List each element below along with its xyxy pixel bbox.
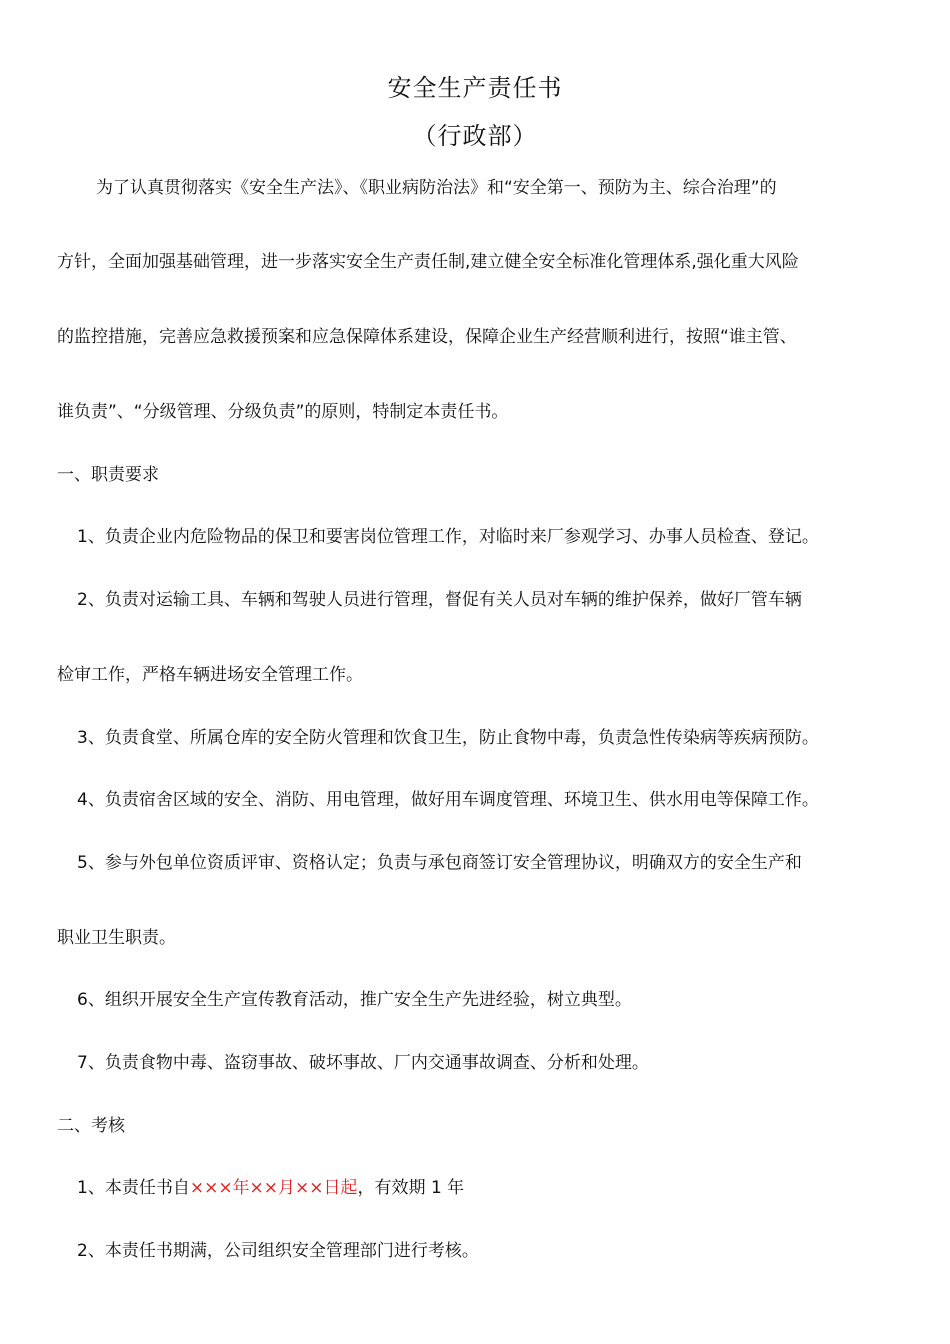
intro-line-3: 的监控措施，完善应急救援预案和应急保障体系建设，保障企业生产经营顺利进行，按照“谁主管、 [57,327,797,347]
intro-line-4: 谁负责”、“分级管理、分级负责”的原则，特制定本责任书。 [57,402,509,422]
duty-item-2: 2、负责对运输工具、车辆和驾驶人员进行管理，督促有关人员对车辆的维护保养，做好厂管车辆 [77,590,802,610]
duty-item-1: 1、负责企业内危险物品的保卫和要害岗位管理工作，对临时来厂参观学习、办事人员检查、登记。 [77,527,819,547]
section-heading-duties: 一、职责要求 [57,465,159,485]
document-subtitle: （行政部） [412,122,538,150]
duty-item-4: 4、负责宿舍区域的安全、消防、用电管理，做好用车调度管理、环境卫生、供水用电等保障工作。 [77,790,819,810]
assessment-item-1-prefix: 1、本责任书自 [77,1178,190,1198]
assessment-start-date: ×××年××月××日起 [189,1178,358,1198]
assessment-item-2: 2、本责任书期满，公司组织安全管理部门进行考核。 [77,1241,479,1261]
duty-item-5: 5、参与外包单位资质评审、资格认定；负责与承包商签订安全管理协议，明确双方的安全生产和 [77,853,802,873]
intro-line-2: 方针，全面加强基础管理，进一步落实安全生产责任制,建立健全安全标准化管理体系,强化重大风险 [57,252,799,272]
duty-item-2-continued: 检审工作，严格车辆进场安全管理工作。 [57,665,363,685]
duty-item-3: 3、负责食堂、所属仓库的安全防火管理和饮食卫生，防止食物中毒，负责急性传染病等疾病预防。 [77,728,819,748]
intro-line-1: 为了认真贯彻落实《安全生产法》、《职业病防治法》和“安全第一、预防为主、综合治理”的 [96,178,777,198]
document-title: 安全生产责任书 [387,74,563,102]
assessment-item-1 [77,1175,464,1201]
duty-item-5-continued: 职业卫生职责。 [57,928,176,948]
duty-item-7: 7、负责食物中毒、盗窃事故、破坏事故、厂内交通事故调查、分析和处理。 [77,1053,649,1073]
section-heading-assessment: 二、考核 [57,1116,125,1136]
assessment-item-1-suffix: ，有效期 1 年 [357,1178,465,1198]
duty-item-6: 6、组织开展安全生产宣传教育活动，推广安全生产先进经验，树立典型。 [77,990,632,1010]
